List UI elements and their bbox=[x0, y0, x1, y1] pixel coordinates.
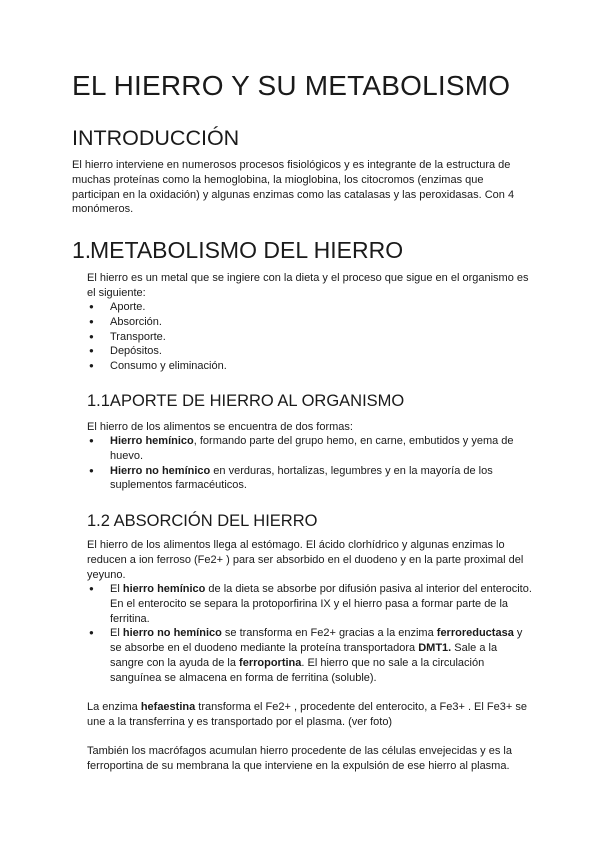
item-text: y se absorbe en el duodeno mediante la proteína transportadora bbox=[110, 627, 523, 655]
item-text: . El hierro que no sale a la circulación sanguínea se almacena en forma de ferritina (soluble). bbox=[110, 656, 485, 684]
aporte-paragraph: El hierro de los alimentos se encuentra de dos formas: bbox=[87, 421, 353, 433]
macrofagos-paragraph: También los macrófagos acumulan hierro procedente de las células envejecidas y es la ferroportina de su membrana la que interviene en la expulsión de ese hierro al plasma. bbox=[87, 745, 512, 772]
item-text: Sale a la sangre con la ayuda de la bbox=[110, 642, 498, 669]
bold-term: hefaestina bbox=[140, 701, 196, 713]
metabolismo-paragraph: El hierro es un metal que se ingiere con la dieta y el proceso que sigue en el organismo es el siguiente: bbox=[87, 272, 529, 299]
section-number: 1. bbox=[72, 237, 92, 263]
list-item: ● Absorción. bbox=[89, 315, 529, 330]
item-text: de la dieta se absorbe por difusión pasiva al interior del enterocito. En el enterocito se separa la protoporfirina IX y el hierro pasa a formar parte de la ferritina. bbox=[110, 583, 532, 625]
document-title: EL HIERRO Y SU METABOLISMO bbox=[72, 70, 511, 101]
list-item: ● Consumo y eliminación. bbox=[89, 359, 529, 374]
item-text: en verduras, hortalizas, legumbres y en la mayoría de los suplementos farmacéuticos. bbox=[110, 464, 493, 492]
item-text: se transforma en Fe2+ gracias a la enzima bbox=[221, 627, 437, 640]
aporte-list bbox=[89, 434, 529, 493]
metabolismo-heading bbox=[72, 237, 403, 264]
item-text: , formando parte del grupo hemo, en carne, embutidos y yema de huevo. bbox=[110, 435, 514, 462]
intro-heading: INTRODUCCIÓN bbox=[72, 126, 240, 150]
bold-term: hierro hemínico bbox=[122, 583, 206, 595]
section-heading-text: METABOLISMO DEL HIERRO bbox=[90, 237, 404, 263]
list-item: ● Depósitos. bbox=[89, 344, 529, 359]
bold-term: ferroportina bbox=[239, 656, 302, 669]
bold-term: ferroreductasa bbox=[436, 627, 514, 640]
absorcion-list bbox=[89, 582, 532, 686]
list-item bbox=[89, 464, 529, 494]
list-item bbox=[89, 626, 532, 685]
absorcion-heading: 1.2 ABSORCIÓN DEL HIERRO bbox=[87, 512, 318, 530]
list-item: ● Transporte. bbox=[89, 330, 529, 345]
bold-term: Hierro no hemínico bbox=[110, 464, 211, 477]
bold-term: DMT1. bbox=[418, 642, 452, 655]
list-item: ● Aporte. bbox=[89, 300, 529, 315]
item-text: El bbox=[110, 627, 123, 640]
paragraph-text: transforma el Fe2+ , procedente del enterocito, a Fe3+ . El Fe3+ se une a la transferrina y es transportado por el plasma. (ver foto) bbox=[87, 701, 527, 728]
bold-term: hierro no hemínico bbox=[122, 627, 222, 640]
metabolismo-list bbox=[89, 300, 529, 374]
paragraph-text: La enzima bbox=[87, 701, 141, 713]
aporte-heading: 1.1APORTE DE HIERRO AL ORGANISMO bbox=[87, 392, 405, 410]
enzima-paragraph bbox=[87, 700, 532, 730]
bold-term: Hierro hemínico bbox=[110, 435, 194, 447]
list-item bbox=[89, 582, 532, 626]
list-item bbox=[89, 434, 529, 464]
item-text: El bbox=[110, 583, 123, 595]
intro-paragraph: El hierro interviene en numerosos procesos fisiológicos y es integrante de la estructura de muchas proteínas como la hemoglobina, la mioglobina, los citocromos (enzimas que participan en la oxidación) y algunas enzimas como las catalasas y las peroxidasas. Con 4 monómeros. bbox=[72, 159, 515, 216]
absorcion-paragraph: El hierro de los alimentos llega al estómago. El ácido clorhídrico y algunas enzimas lo reducen a ion ferroso (Fe2+ ) para ser absorbido en el duodeno y en la parte proximal del yeyuno. bbox=[87, 539, 524, 581]
